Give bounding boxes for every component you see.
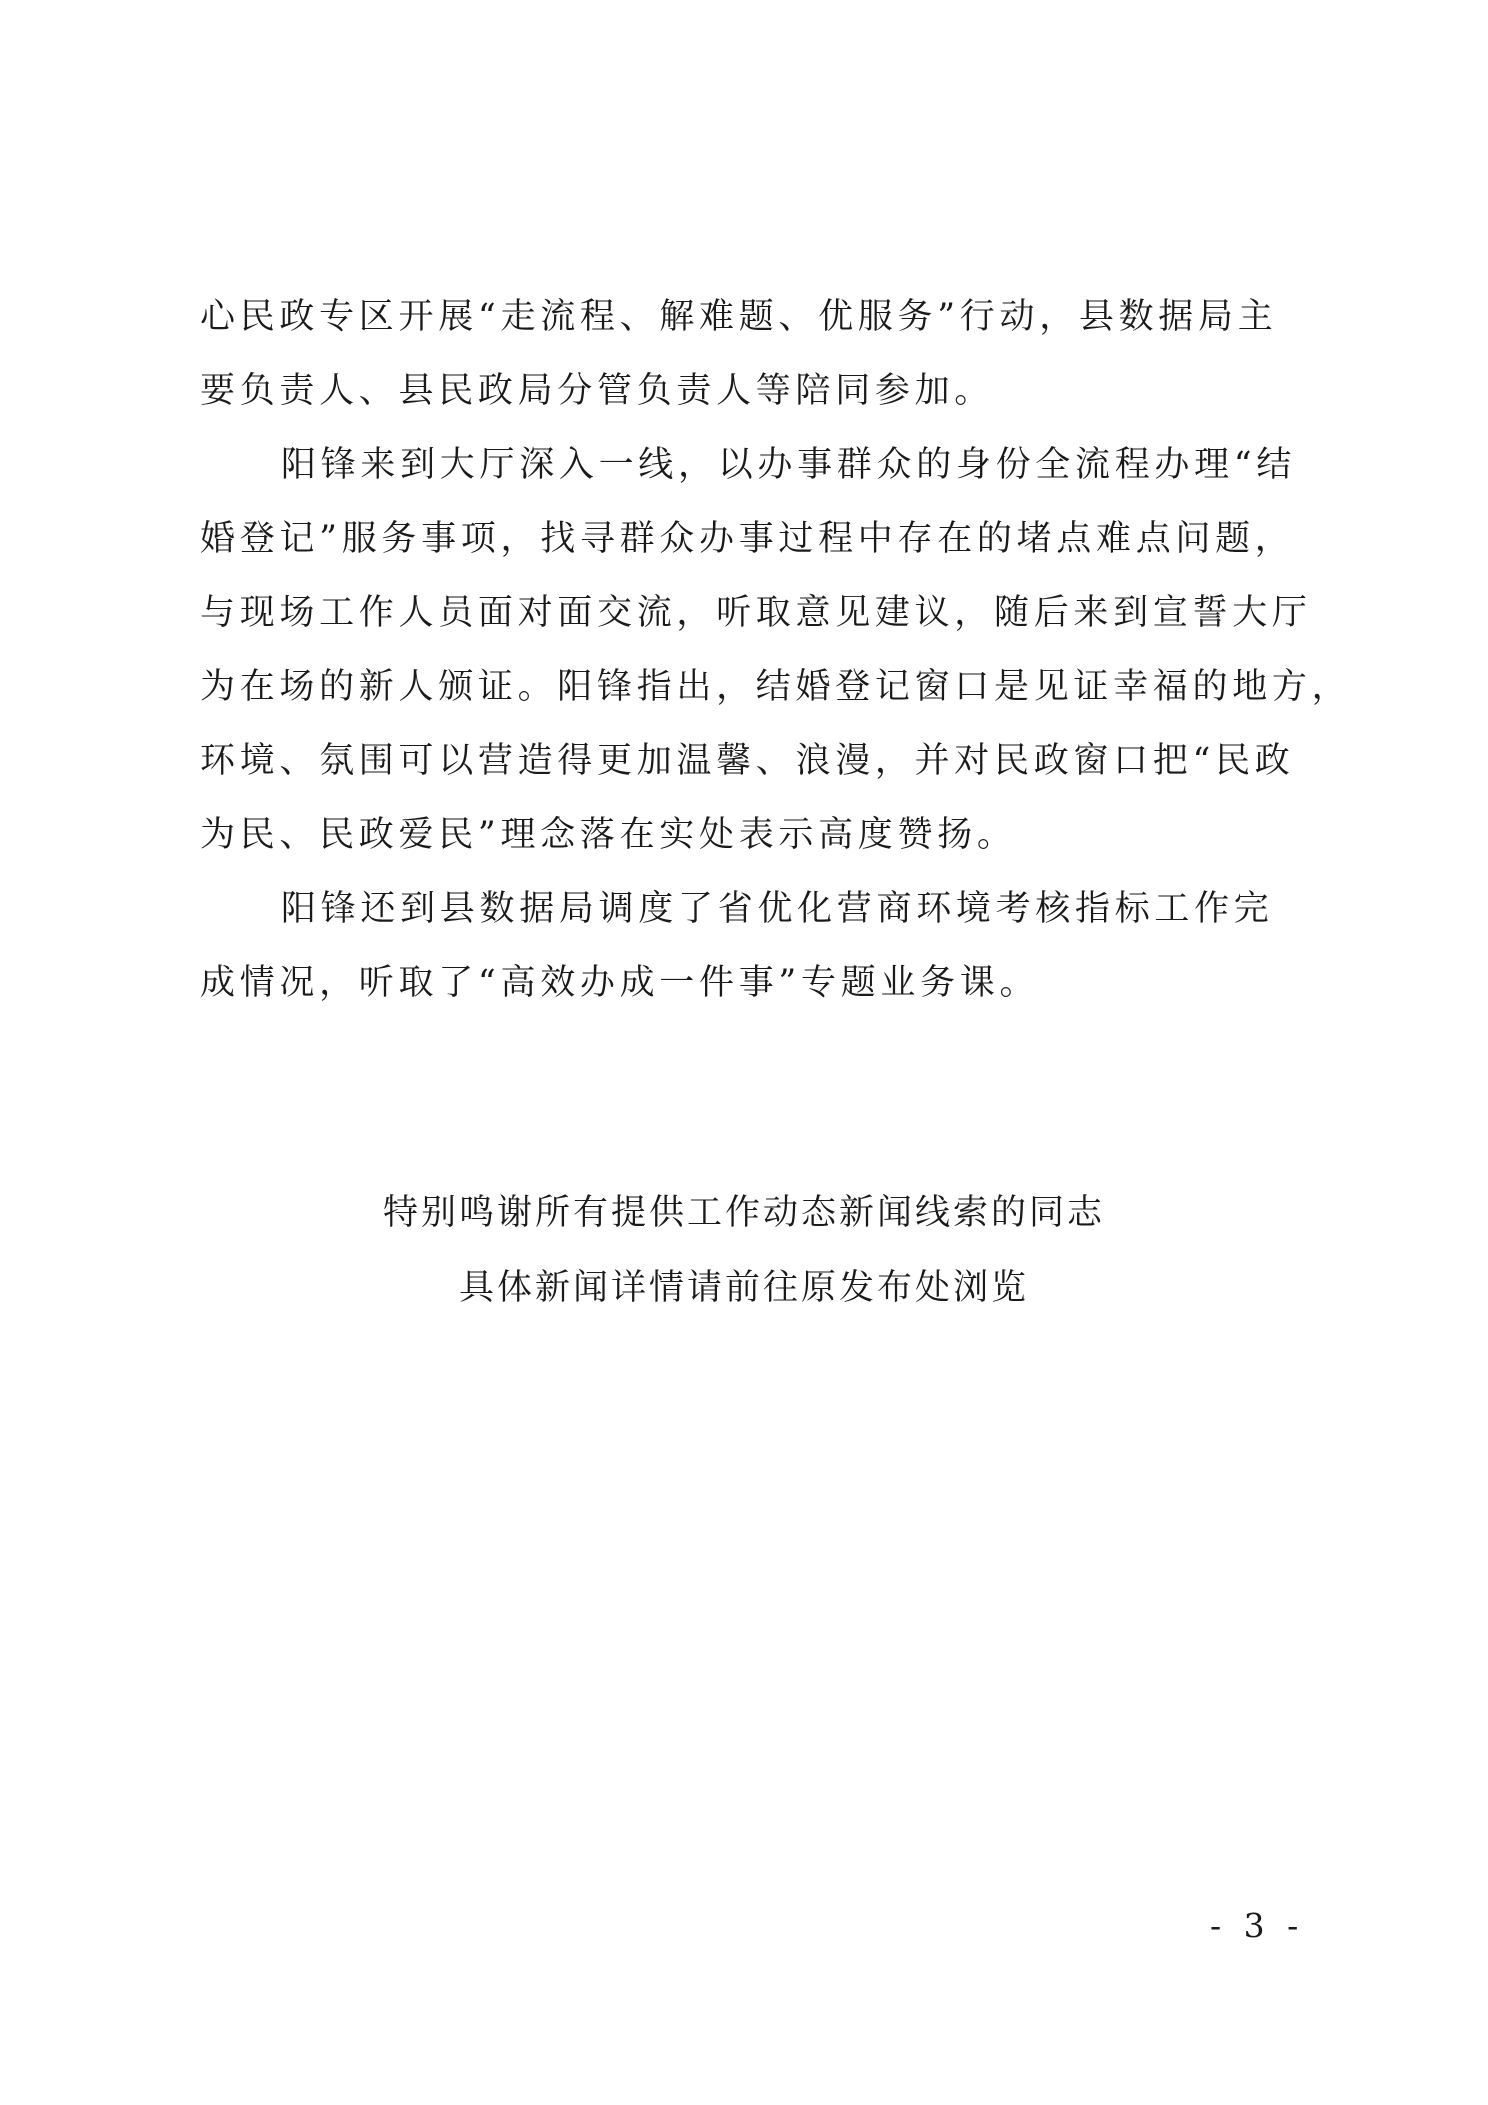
- paragraph-1-line-1: 心民政专区开展“走流程、解难题、优服务”行动，县数据局主: [200, 297, 1278, 337]
- paragraph-3-line-2: 成情况，听取了“高效办成一件事”专题业务课。: [200, 963, 1040, 1003]
- paragraph-3-line-1: 阳锋还到县数据局调度了省优化营商环境考核指标工作完: [281, 889, 1274, 929]
- paragraph-2-line-5: 环境、氛围可以营造得更加温馨、浪漫，并对民政窗口把“民政: [200, 741, 1295, 781]
- article-body: [200, 280, 1352, 1020]
- source-notice-line: 具体新闻详情请前往原发布处浏览: [458, 1268, 1029, 1308]
- paragraph-1-line-2: 要负责人、县民政局分管负责人等陪同参加。: [200, 371, 995, 411]
- paragraph-2-line-1: 阳锋来到大厅深入一线，以办事群众的身份全流程办理“结: [281, 445, 1297, 485]
- paragraph-2-line-3: 与现场工作人员面对面交流，听取意见建议，随后来到宣誓大厅: [200, 593, 1312, 633]
- paragraph-2-line-2: 婚登记”服务事项，找寻群众办事过程中存在的堵点难点问题，: [200, 519, 1295, 559]
- paragraph-2-line-6: 为民、民政爱民”理念落在实处表示高度赞扬。: [200, 815, 1017, 855]
- paragraph-2-line-4: 为在场的新人颁证。阳锋指出，结婚登记窗口是见证幸福的地方，: [200, 667, 1352, 707]
- acknowledgement-line: 特别鸣谢所有提供工作动态新闻线索的同志: [382, 1193, 1105, 1233]
- page-number: - 3 -: [1210, 1906, 1305, 1945]
